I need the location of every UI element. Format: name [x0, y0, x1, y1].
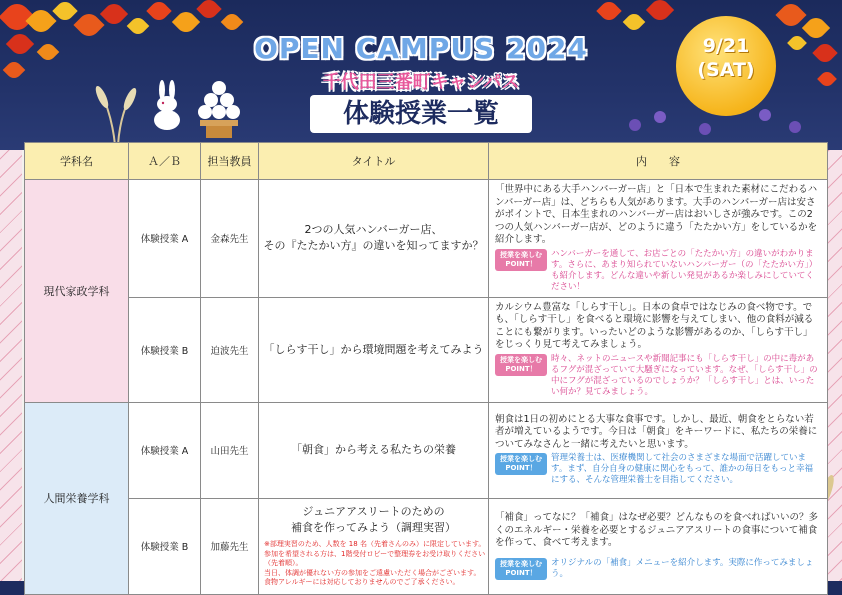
class-title [259, 180, 489, 298]
campus-name: 千代田三番町キャンパス [322, 72, 520, 93]
teacher-name: 金森先生 [201, 180, 259, 298]
class-description [489, 180, 828, 298]
description-text: 「世界中にある大手ハンバーガー店」と「日本で生まれた素材にこだわるハンバーガー店」は、どちらも人気があります。大手のハンバーガー店は安さがポイントで、日本生まれのハンバーガー店はおいしさが強みです。この2つの人気ハンバーガー店が、どのように違う「たたかい方」をしているかを紹介します。 [495, 184, 818, 245]
table-row [25, 180, 828, 298]
classes-table [24, 142, 828, 595]
teacher-name: 迫波先生 [201, 297, 259, 402]
pampas-grass-left-icon [90, 85, 140, 145]
point-badge: 授業を楽しむ POINT！ [495, 354, 547, 376]
class-title-line1: 「しらす干し」から環境問題を考えてみよう [263, 342, 484, 356]
point-row [495, 354, 821, 398]
description-text: 朝食は1日の初めにとる大事な食事です。しかし、最近、朝食をとらない若者が増えているようです。今日は「朝食」をキーワードに、私たちの栄養についてみなさんと一緒に考えたいと思います。 [495, 413, 818, 450]
note-line: 食物アレルギーには対応しておりませんのでご了承ください。 [264, 578, 460, 587]
class-title-line1: ジュニアアスリートのための [302, 505, 445, 519]
note-line: ※部理実習のため、人数を 18 名（先着さんのみ）に限定しています。 [264, 540, 486, 549]
event-date [676, 34, 776, 82]
description-text: カルシウム豊富な「しらす干し」。日本の食卓ではなじみの食べ物です。でも、「しらす干し」を食べると環境に影響を与えてしまい、他の食料が減ることにも繋がります。いったいどのような影響があるのか、「しらす干し」をじっくり見て考えてみましょう。 [495, 301, 814, 350]
point-badge: 授業を楽しむ POINT！ [495, 558, 547, 580]
table-row [25, 402, 828, 498]
class-title [259, 297, 489, 402]
header-department: 学科名 [25, 143, 129, 180]
class-type: 体験授業 B [129, 498, 201, 594]
class-description [489, 297, 828, 402]
department-cell: 現代家政学科 [25, 180, 129, 403]
class-type: 体験授業 A [129, 180, 201, 298]
point-row [495, 558, 821, 580]
table-row [25, 498, 828, 594]
point-text: 管理栄養士は、医療機関して社会のさまざまな場面で活躍しています。まず、自分自身の健康に関心をもって、誰かの毎日をもっと幸福にする、そんな管理栄養士を目指してください。 [551, 453, 813, 486]
header-ab: Ａ／Ｂ [129, 143, 201, 180]
table-header-row [25, 143, 828, 180]
class-type: 体験授業 A [129, 402, 201, 498]
point-text: ハンバーガーを通して、お店ごとの「たたかい方」の違いがわかります。さらに、あまり知られていないハンバーガー（の「たたかい方」）も紹介します。どんな違いや新しい発見があるか楽しみにしていてください！ [551, 248, 818, 292]
point-badge: 授業を楽しむ POINT！ [495, 453, 547, 475]
class-title [259, 402, 489, 498]
class-type: 体験授業 B [129, 297, 201, 402]
class-title-line2: 補食を作ってみよう（調理実習） [291, 521, 456, 535]
class-notes [260, 540, 487, 588]
left-pattern-border [0, 150, 22, 595]
teacher-name: 山田先生 [201, 402, 259, 498]
class-title-line1: 「朝食」から考える私たちの栄養 [291, 443, 456, 456]
point-badge: 授業を楽しむ POINT！ [495, 249, 547, 271]
description-text: 「補食」ってなに？「補食」はなぜ必要？どんなものを食べればいいの？多くのエネルギー・栄養を必要とするジュニアアスリートの食事について補食を作って、食べて考えます。 [495, 512, 819, 549]
table-row [25, 297, 828, 402]
note-line: 参加を希望される方は、1階受付ロビーで整理券をお受け取りください（先着順）。 [264, 549, 486, 568]
class-title-line1: 2つの人気ハンバーガー店、 [304, 223, 443, 237]
header-content: 内 容 [489, 143, 828, 180]
header-title: タイトル [259, 143, 489, 180]
class-title [259, 498, 489, 594]
class-title-line2: その『たたかい方』の違いを知ってますか？ [263, 239, 484, 253]
point-text: オリジナルの「補食」メニューを紹介します。実際に作ってみましょう。 [551, 557, 814, 579]
point-row [495, 249, 821, 293]
teacher-name: 加藤先生 [201, 498, 259, 594]
header-teacher: 担当教員 [201, 143, 259, 180]
note-line: 当日、体調が優れない方の参加をご遠慮いただく場合がございます。 [264, 568, 481, 577]
class-description [489, 402, 828, 498]
point-text: 時々、ネットのニュースや新聞記事にも「しらす干し」の中に毒があるフグが混ざっていて大騒ぎになっています。なぜ、「しらす干し」の中にフグが混ざっているのでしょうか？「しらす干し」とは、いったい何か？見てみましょう。 [551, 353, 818, 397]
class-description [489, 498, 828, 594]
event-date-weekday: (SAT) [697, 59, 755, 81]
page-title: 体験授業一覧 [310, 95, 532, 133]
event-title: OPEN CAMPUS 2024 [254, 32, 588, 65]
point-row [495, 453, 821, 486]
event-date-day: 9/21 [702, 35, 750, 57]
department-cell: 人間栄養学科 [25, 402, 129, 594]
